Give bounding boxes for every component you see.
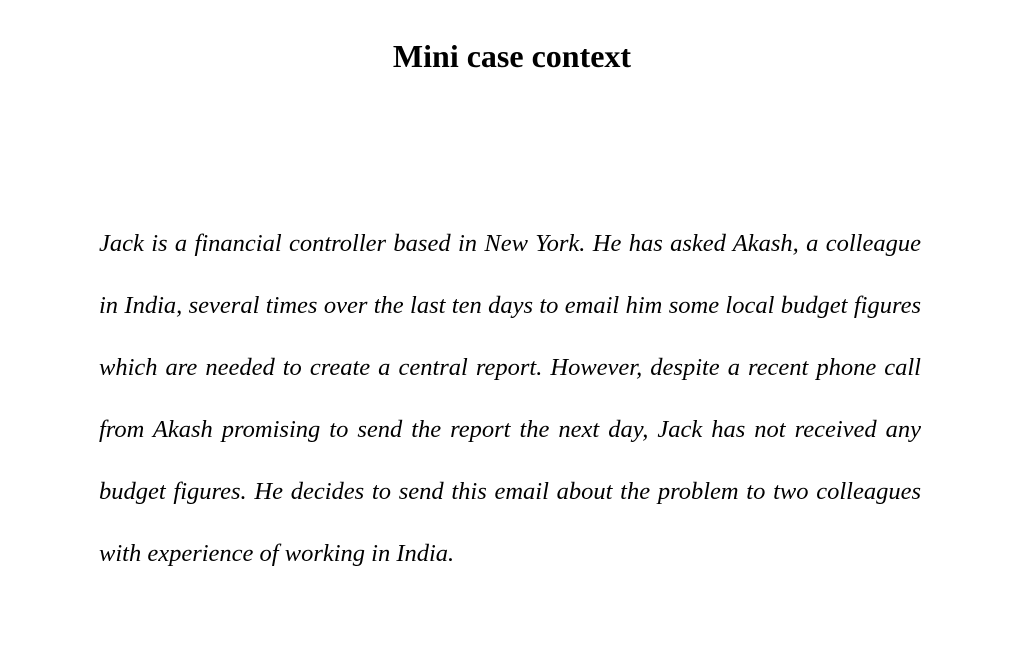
case-context-paragraph: Jack is a financial controller based in New York. He has asked Akash, a colleague in India, several times over the last ten days to email him some local budget figures which are needed to create a central report. However, despite a recent phone call from Akash promising to send the report the next day, Jack has not received any budget figures. He decides to send this email about the problem to two colleagues with experience of working in India. [99,230,921,567]
page-title: Mini case context [392,38,632,74]
